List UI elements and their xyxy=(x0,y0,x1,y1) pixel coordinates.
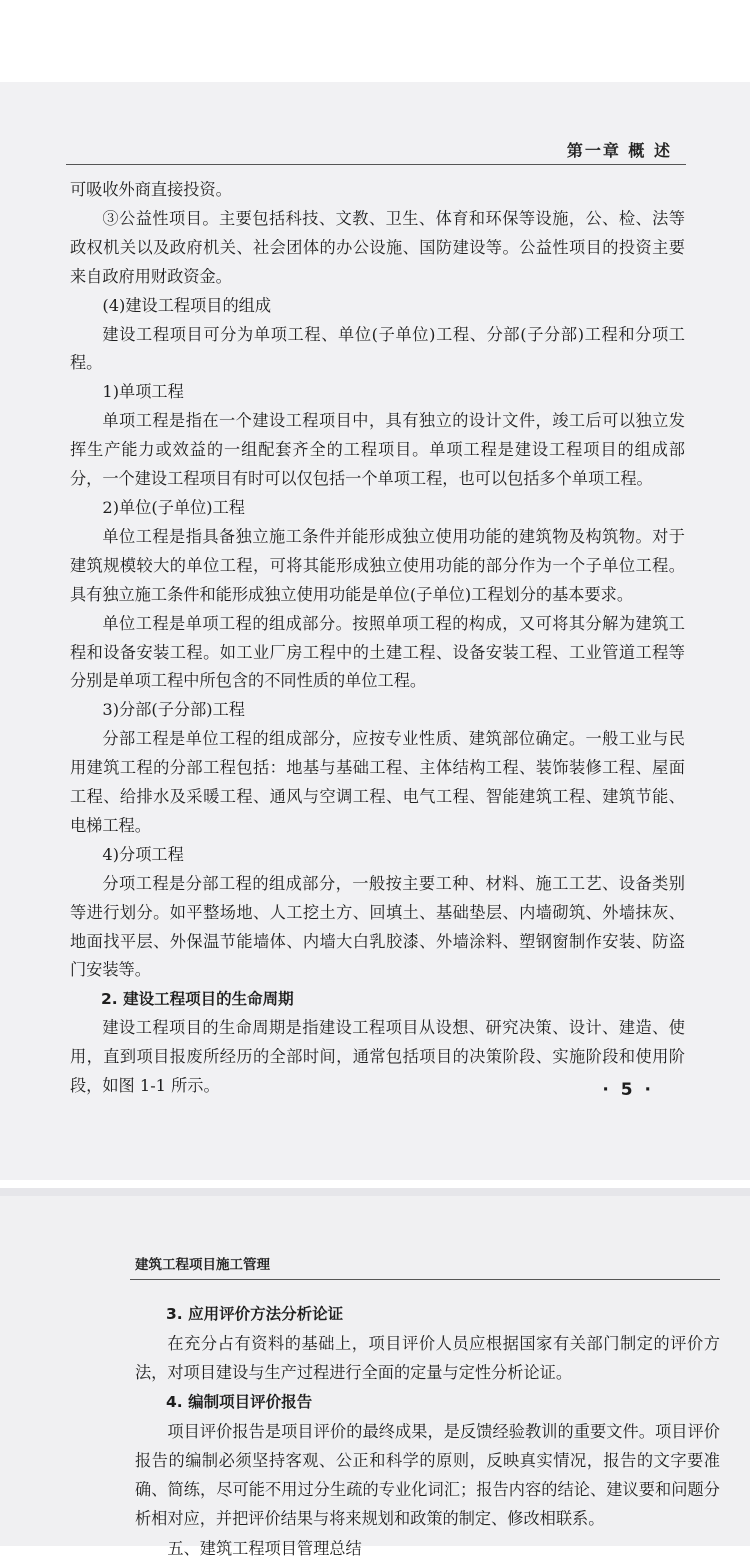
paragraph: 单项工程是指在一个建设工程项目中，具有独立的设计文件，竣工后可以独立发挥生产能力或效益的一组配套齐全的工程项目。单项工程是建设工程项目的组成部分，一个建设工程项目有时可以仅包括一个单项工程，也可以包括多个单项工程。 xyxy=(70,411,685,489)
subheading: 1)单项工程 xyxy=(102,382,184,402)
section-heading: 3. 应用评价方法分析论证 xyxy=(166,1305,344,1323)
paragraph: 分项工程是分部工程的组成部分，一般按主要工种、材料、施工工艺、设备类别等进行划分。如平整场地、人工挖土方、回填土、基础垫层、内墙砌筑、外墙抹灰、地面找平层、外保温节能墙体、内墙大白乳胶漆、外墙涂料、塑钢窗制作安装、防盗门安装等。 xyxy=(70,873,685,980)
subheading: 4)分项工程 xyxy=(102,844,184,864)
page-top-margin xyxy=(0,0,750,82)
running-header-chapter: 第一章 概 述 xyxy=(566,141,672,160)
header-rule xyxy=(66,164,686,165)
paragraph: 建设工程项目的生命周期是指建设工程项目从设想、研究决策、设计、建造、使用，直到项目报废所经历的全部时间，通常包括项目的决策阶段、实施阶段和使用阶段，如图 1-1 所示。 xyxy=(70,1018,685,1096)
paragraph: 项目评价报告是项目评价的最终成果，是反馈经验教训的重要文件。项目评价报告的编制必须坚持客观、公正和科学的原则，反映真实情况，报告的文字要准确、简练，尽可能不用过分生疏的专业化词汇；报告内容的结论、建议要和问题分析相对应，并把评价结果与将来规划和政策的制定、修改相联系。 xyxy=(135,1421,720,1529)
page-body-text xyxy=(70,176,685,1101)
paragraph: 单位工程是单项工程的组成部分。按照单项工程的构成，又可将其分解为建筑工程和设备安装工程。如工业厂房工程中的土建工程、设备安装工程、工业管道工程等分别是单项工程中所包含的不同性质的单位工程。 xyxy=(70,613,685,691)
section-heading: 2. 建设工程项目的生命周期 xyxy=(101,990,294,1009)
subheading: 2)单位(子单位)工程 xyxy=(102,497,245,517)
paragraph: 可吸收外商直接投资。 xyxy=(70,180,232,199)
running-header-book-title: 建筑工程项目施工管理 xyxy=(135,1257,270,1273)
section-heading: 五、建筑工程项目管理总结 xyxy=(167,1538,362,1558)
paragraph: 建设工程项目可分为单项工程、单位(子单位)工程、分部(子分部)工程和分项工程。 xyxy=(70,324,685,373)
paragraph: 单位工程是指具备独立施工条件并能形成独立使用功能的建筑物及构筑物。对于建筑规模较大的单位工程，可将其能形成独立使用功能的部分作为一个子单位工程。具有独立施工条件和能形成独立使用功能是单位(子单位)工程划分的基本要求。 xyxy=(70,526,685,604)
section-heading: 4. 编制项目评价报告 xyxy=(166,1392,313,1411)
paragraph: 在充分占有资料的基础上，项目评价人员应根据国家有关部门制定的评价方法，对项目建设与生产过程进行全面的定量与定性分析论证。 xyxy=(135,1334,720,1383)
paragraph: 分部工程是单位工程的组成部分，应按专业性质、建筑部位确定。一般工业与民用建筑工程的分部工程包括：地基与基础工程、主体结构工程、装饰装修工程、屋面工程、给排水及采暖工程、通风与空调工程、电气工程、智能建筑工程、建筑节能、电梯工程。 xyxy=(70,729,685,835)
subheading: (4)建设工程项目的组成 xyxy=(102,295,272,315)
page-number: · 5 · xyxy=(602,1080,654,1100)
header-rule xyxy=(130,1279,720,1280)
paragraph: ③公益性项目。主要包括科技、文教、卫生、体育和环保等设施，公、检、法等政权机关以及政府机关、社会团体的办公设施、国防建设等。公益性项目的投资主要来自政府用财政资金。 xyxy=(70,208,685,286)
subheading: 3)分部(子分部)工程 xyxy=(102,700,245,720)
page-body-text xyxy=(135,1300,720,1563)
page-top-margin xyxy=(0,1188,750,1196)
